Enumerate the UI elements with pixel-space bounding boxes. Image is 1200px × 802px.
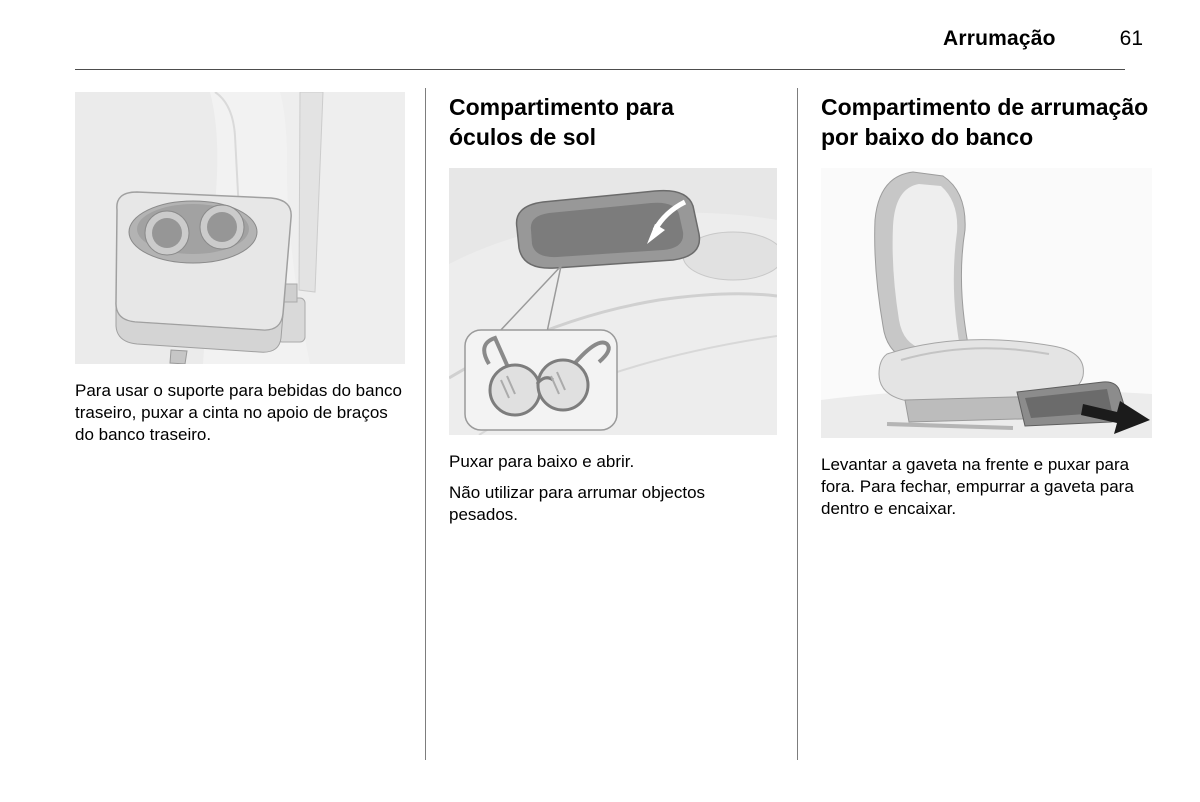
chapter-title: Arrumação <box>942 27 1056 50</box>
column-rear-cupholder <box>75 90 405 455</box>
sunglasses-lens <box>490 365 540 415</box>
column-divider <box>797 88 798 760</box>
body-paragraph: Para usar o suporte para bebidas do banco traseiro, puxar a cinta no apoio de braços do banco traseiro. <box>75 381 403 444</box>
body-paragraph: Puxar para baixo e abrir. <box>449 452 635 471</box>
column-underseat-storage <box>821 90 1152 529</box>
section-heading: Compartimento para óculos de sol <box>449 94 674 150</box>
page-header <box>943 27 1143 51</box>
page-number: 61 <box>1119 27 1143 50</box>
body-paragraph: Levantar a gaveta na frente e puxar para fora. Para fechar, empurrar a gaveta para dentro e encaixar. <box>821 455 1134 518</box>
sunglasses-compartment-illustration <box>449 168 777 435</box>
body-paragraph: Não utilizar para arrumar objectos pesados. <box>449 483 706 524</box>
column-divider <box>425 88 426 760</box>
column-sunglasses-compartment <box>449 90 777 535</box>
rear-cupholder-illustration <box>75 92 405 364</box>
underseat-drawer-drawing <box>821 168 1152 438</box>
underseat-drawer-illustration <box>821 168 1152 438</box>
sunglasses-compartment-drawing <box>449 168 777 435</box>
section-heading: Compartimento de arrumação por baixo do banco <box>821 94 1149 150</box>
header-rule <box>75 69 1125 70</box>
rear-cupholder-drawing <box>75 92 405 364</box>
pull-strap <box>170 350 187 364</box>
